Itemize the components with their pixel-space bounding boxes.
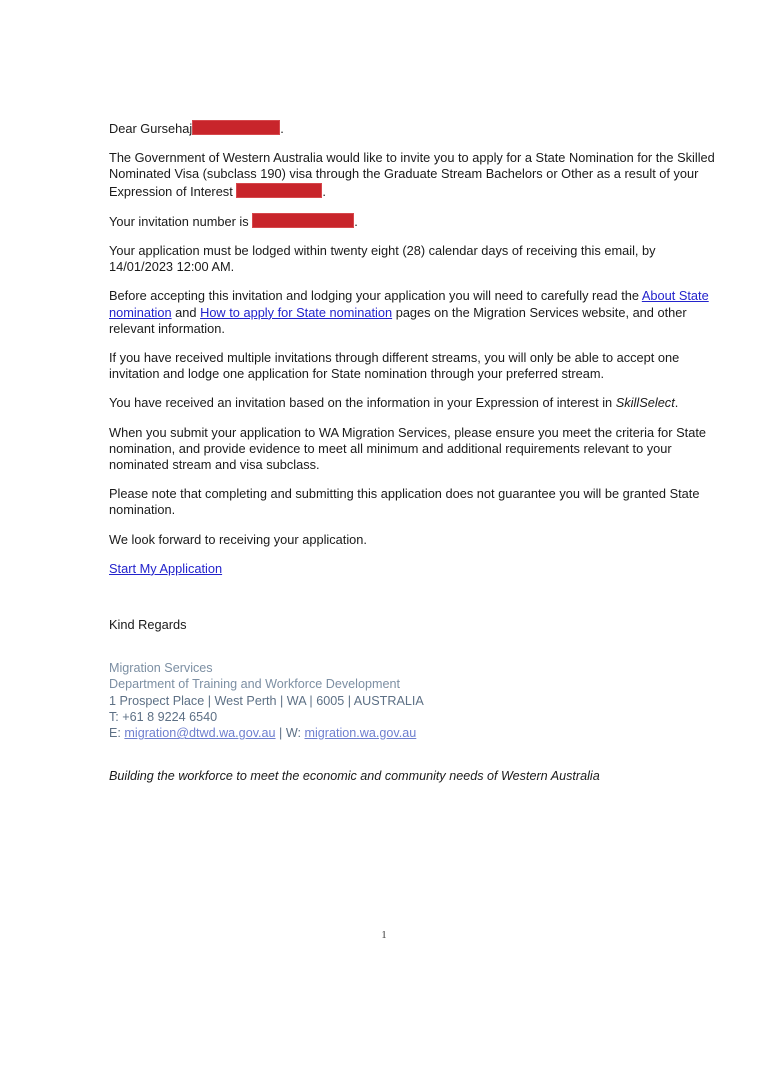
paragraph-no-guarantee: Please note that completing and submitting this application does not guarantee you will be granted State nomination. bbox=[109, 486, 700, 518]
redacted-block-eoi bbox=[236, 183, 322, 198]
before-accepting-conjunction: and bbox=[171, 304, 201, 320]
page-number: 1 bbox=[381, 930, 387, 941]
tagline: Building the workforce to meet the economic and community needs of Western Australia bbox=[109, 769, 600, 784]
paragraph-closing-look-forward: We look forward to receiving your application. bbox=[109, 531, 367, 547]
paragraph-invitation-number bbox=[109, 213, 719, 230]
link-how-to-apply-for-state-nomination[interactable]: How to apply for State nomination bbox=[200, 304, 393, 320]
redacted-block-invitation-number bbox=[252, 213, 354, 228]
paragraph-invitation-intro bbox=[109, 150, 719, 200]
paragraph-lodgement-deadline: Your application must be lodged within twenty eight (28) calendar days of receiving this email, by 14/01/2023 12:00 AM. bbox=[109, 243, 656, 275]
paragraph-skillselect-basis bbox=[109, 395, 719, 411]
web-label: W: bbox=[285, 726, 305, 741]
paragraph-submission-criteria: When you submit your application to WA Migration Services, please ensure you meet the criteria for State nomination, and provide evidence to meet all minimum and additional requirements relevant to your nominated stream and visa subclass. bbox=[109, 424, 706, 473]
spacer-before-signature bbox=[109, 633, 719, 660]
signature-block bbox=[109, 660, 719, 741]
sign-off: Kind Regards bbox=[109, 617, 187, 633]
skillselect-name: SkillSelect bbox=[615, 395, 675, 411]
link-about-state-nomination[interactable]: About State nomination bbox=[109, 288, 709, 320]
start-my-application-link[interactable]: Start My Application bbox=[109, 560, 223, 576]
redacted-block-name bbox=[192, 120, 280, 135]
letter-body bbox=[109, 120, 719, 784]
salutation-prefix: Dear Gursehaj bbox=[109, 121, 193, 136]
email-label: E: bbox=[109, 726, 125, 741]
signature-phone: T: +61 8 9224 6540 bbox=[109, 709, 218, 724]
contact-separator: | bbox=[275, 726, 286, 741]
invitation-intro-text: The Government of Western Australia would like to invite you to apply for a State Nomination for the Skilled Nominated Visa (subclass 190) visa through the Graduate Stream Bachelors or Other as a result of your Expression of Interest bbox=[109, 150, 715, 199]
start-my-application-container bbox=[109, 561, 719, 577]
skillselect-tail: . bbox=[674, 395, 679, 411]
salutation-suffix: . bbox=[280, 121, 284, 136]
website-link[interactable]: migration.wa.gov.au bbox=[304, 726, 417, 741]
spacer-before-signoff bbox=[109, 590, 719, 617]
before-accepting-lead: Before accepting this invitation and lodging your application you will need to carefully read the bbox=[109, 288, 642, 304]
paragraph-multiple-invitations: If you have received multiple invitations through different streams, you will only be able to accept one invitation and lodge one application for State nomination through your preferred stream. bbox=[109, 350, 680, 382]
invitation-intro-suffix: . bbox=[322, 183, 326, 199]
paragraph-before-accepting bbox=[109, 288, 719, 337]
signature-address: 1 Prospect Place | West Perth | WA | 6005 | AUSTRALIA bbox=[109, 693, 424, 708]
spacer-before-tagline bbox=[109, 741, 719, 768]
email-link[interactable]: migration@dtwd.wa.gov.au bbox=[124, 726, 276, 741]
signature-contact-line bbox=[109, 725, 719, 741]
salutation bbox=[109, 120, 719, 137]
before-accepting-tail: pages on the Migration Services website, and other relevant information. bbox=[109, 304, 687, 336]
invitation-number-text: Your invitation number is bbox=[109, 213, 253, 229]
invitation-number-suffix: . bbox=[354, 213, 358, 229]
skillselect-lead: You have received an invitation based on the information in your Expression of interest in bbox=[109, 395, 616, 411]
signature-department: Department of Training and Workforce Development bbox=[109, 677, 400, 692]
signature-team: Migration Services bbox=[109, 661, 213, 676]
